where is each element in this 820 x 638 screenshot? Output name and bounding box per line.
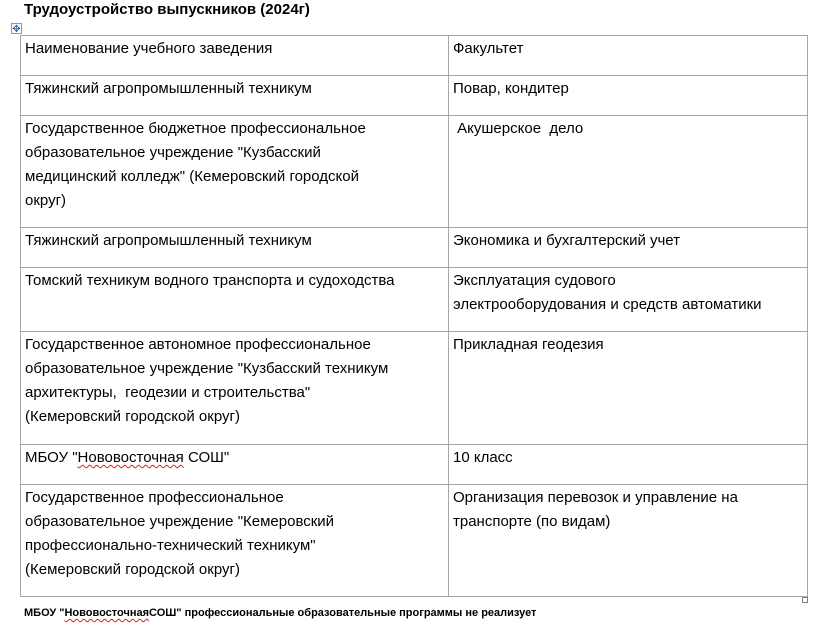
table-row [21, 268, 808, 332]
table-row [21, 485, 808, 597]
table-row [21, 116, 808, 228]
table-row [21, 76, 808, 116]
faculty-cell: Эксплуатация судового электрооборудования и средств автоматики [449, 268, 808, 332]
institution-cell: МБОУ "Нововосточная СОШ" [21, 445, 449, 485]
spellcheck-word: Нововосточная [64, 607, 150, 619]
footer-note: МБОУ "НововосточнаяСОШ" профессиональные образовательные программы не реализует [24, 607, 537, 619]
table-row [21, 445, 808, 485]
table-row [21, 228, 808, 268]
spellcheck-word: Нововосточная [77, 449, 184, 466]
table-resize-handle[interactable] [802, 597, 808, 603]
institution-cell: Государственное автономное профессиональное образовательное учреждение "Кузбасский техникум архитектуры, геодезии и строительства" (Кемеровский городской округ) [21, 332, 449, 445]
faculty-cell: Прикладная геодезия [449, 332, 808, 445]
table-move-handle-icon[interactable]: ✥ [12, 24, 21, 35]
header-faculty: Факультет [449, 36, 808, 76]
institution-cell: Томский техникум водного транспорта и судоходства [21, 268, 449, 332]
faculty-cell: Организация перевозок и управление на транспорте (по видам) [449, 485, 808, 597]
table-row [21, 332, 808, 445]
institution-cell: Государственное профессиональное образовательное учреждение "Кемеровский профессионально-технический техникум" (Кемеровский городской округ) [21, 485, 449, 597]
graduates-table [20, 35, 808, 597]
faculty-cell: Повар, кондитер [449, 76, 808, 116]
document-title: Трудоустройство выпускников (2024г) [24, 1, 310, 18]
table-header-row [21, 36, 808, 76]
faculty-cell: Экономика и бухгалтерский учет [449, 228, 808, 268]
faculty-cell: 10 класс [449, 445, 808, 485]
institution-cell: Тяжинский агропромышленный техникум [21, 76, 449, 116]
institution-cell: Тяжинский агропромышленный техникум [21, 228, 449, 268]
header-institution: Наименование учебного заведения [21, 36, 449, 76]
institution-cell: Государственное бюджетное профессиональное образовательное учреждение "Кузбасский медицинский колледж" (Кемеровский городской округ) [21, 116, 449, 228]
faculty-cell: Акушерское дело [449, 116, 808, 228]
